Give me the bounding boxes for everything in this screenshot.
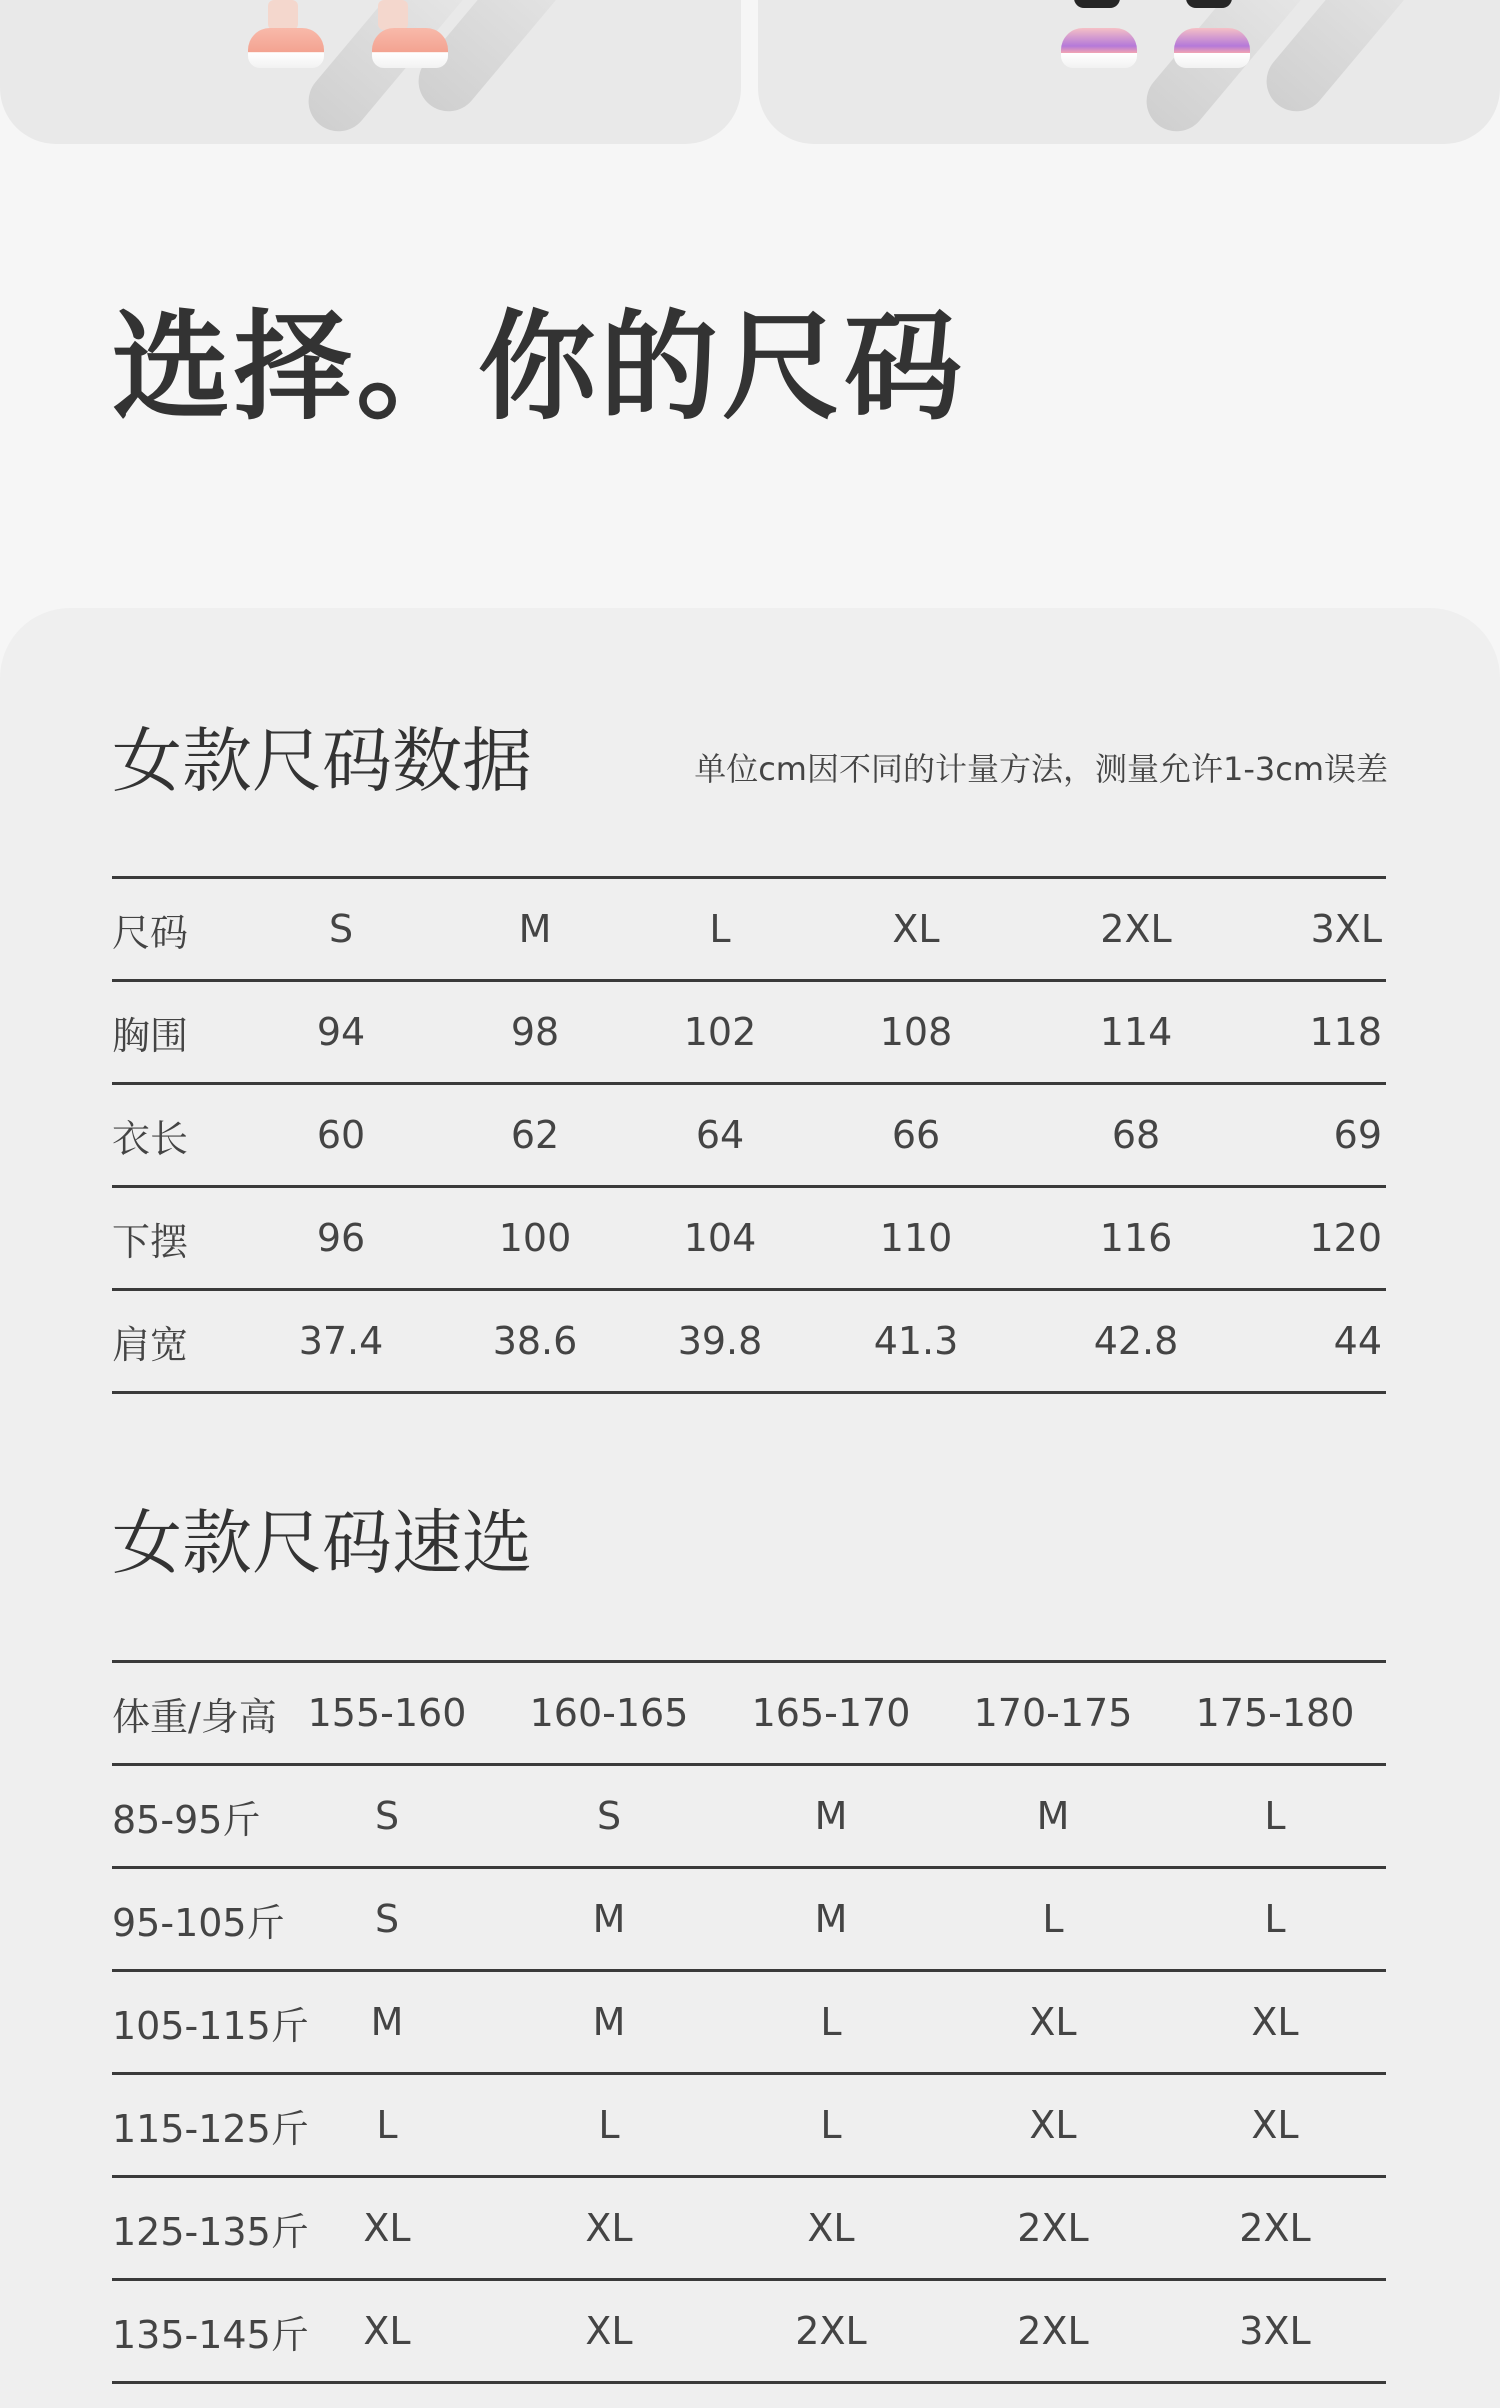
table-row <box>112 1187 1386 1290</box>
table-cell: 114 <box>1036 981 1236 1084</box>
table-row <box>112 1971 1386 2074</box>
quick-select-table <box>112 1660 1386 2384</box>
table-cell: 41.3 <box>796 1290 1036 1393</box>
table-cell: S <box>276 1868 498 1971</box>
table-header-row <box>112 1662 1386 1765</box>
table-cell: M <box>276 1971 498 2074</box>
table-cell: M <box>498 1971 720 2074</box>
table-cell: 98 <box>426 981 644 1084</box>
table-cell: XL <box>498 2280 720 2383</box>
header-cell: 165-170 <box>720 1662 942 1765</box>
row-label: 95-105斤 <box>112 1868 276 1971</box>
header-cell: 体重/身高 <box>112 1662 276 1765</box>
row-label: 135-145斤 <box>112 2280 276 2383</box>
table-cell: XL <box>720 2177 942 2280</box>
table-cell: 120 <box>1236 1187 1386 1290</box>
row-label: 105-115斤 <box>112 1971 276 2074</box>
row-label: 115-125斤 <box>112 2074 276 2177</box>
table-cell: XL <box>276 2177 498 2280</box>
table-cell: 108 <box>796 981 1036 1084</box>
table-cell: 2XL <box>1164 2177 1386 2280</box>
ankle <box>378 0 408 30</box>
row-label: 衣长 <box>112 1084 256 1187</box>
row-label: 胸围 <box>112 981 256 1084</box>
product-photo-purple-shoes <box>758 0 1500 144</box>
header-cell: XL <box>796 878 1036 981</box>
table-cell: S <box>276 1765 498 1868</box>
table-cell: M <box>720 1868 942 1971</box>
table-cell: 94 <box>256 981 426 1084</box>
table-row <box>112 1084 1386 1187</box>
table-cell: 2XL <box>942 2280 1164 2383</box>
header-cell: 170-175 <box>942 1662 1164 1765</box>
table-cell: XL <box>498 2177 720 2280</box>
table-cell: 38.6 <box>426 1290 644 1393</box>
table-row <box>112 1868 1386 1971</box>
table-row <box>112 981 1386 1084</box>
table-row <box>112 1765 1386 1868</box>
table-cell: S <box>498 1765 720 1868</box>
table-cell: 64 <box>644 1084 796 1187</box>
table-cell: 102 <box>644 981 796 1084</box>
page-title: 选择。你的尺码 <box>112 298 967 436</box>
table-row <box>112 2074 1386 2177</box>
table-cell: L <box>1164 1868 1386 1971</box>
header-cell: M <box>426 878 644 981</box>
header-cell: 2XL <box>1036 878 1236 981</box>
header-cell: 175-180 <box>1164 1662 1386 1765</box>
header-cell: 3XL <box>1236 878 1386 981</box>
table-header-row <box>112 878 1386 981</box>
table-cell: 3XL <box>1164 2280 1386 2383</box>
table-cell: 96 <box>256 1187 426 1290</box>
table-cell: 2XL <box>942 2177 1164 2280</box>
table-cell: M <box>720 1765 942 1868</box>
table-cell: 42.8 <box>1036 1290 1236 1393</box>
table-cell: 44 <box>1236 1290 1386 1393</box>
leg <box>1074 0 1120 8</box>
leg <box>1186 0 1232 8</box>
table-cell: 66 <box>796 1084 1036 1187</box>
measurements-title: 女款尺码数据 <box>112 720 532 802</box>
header-cell: 155-160 <box>276 1662 498 1765</box>
table-cell: 62 <box>426 1084 644 1187</box>
table-cell: 69 <box>1236 1084 1386 1187</box>
right-shoe <box>372 28 448 68</box>
table-cell: 118 <box>1236 981 1386 1084</box>
table-cell: 100 <box>426 1187 644 1290</box>
measurement-table <box>112 876 1386 1394</box>
header-cell: 尺码 <box>112 878 256 981</box>
table-cell: L <box>942 1868 1164 1971</box>
table-cell: L <box>720 1971 942 2074</box>
table-row <box>112 1290 1386 1393</box>
table-cell: L <box>276 2074 498 2177</box>
row-label: 肩宽 <box>112 1290 256 1393</box>
table-cell: 37.4 <box>256 1290 426 1393</box>
table-cell: 2XL <box>720 2280 942 2383</box>
row-label: 125-135斤 <box>112 2177 276 2280</box>
table-cell: XL <box>276 2280 498 2383</box>
table-cell: XL <box>942 1971 1164 2074</box>
quick-select-title: 女款尺码速选 <box>112 1502 532 1584</box>
table-cell: L <box>720 2074 942 2177</box>
table-cell: 39.8 <box>644 1290 796 1393</box>
table-cell: XL <box>1164 2074 1386 2177</box>
table-cell: XL <box>942 2074 1164 2177</box>
measurement-note: 单位cm因不同的计量方法，测量允许1-3cm误差 <box>694 750 1388 788</box>
left-shoe <box>1061 28 1137 68</box>
left-shoe <box>248 28 324 68</box>
table-cell: 60 <box>256 1084 426 1187</box>
header-cell: 160-165 <box>498 1662 720 1765</box>
table-cell: XL <box>1164 1971 1386 2074</box>
table-cell: 110 <box>796 1187 1036 1290</box>
header-cell: S <box>256 878 426 981</box>
row-label: 85-95斤 <box>112 1765 276 1868</box>
right-shoe <box>1174 28 1250 68</box>
ankle <box>268 0 298 30</box>
table-cell: 116 <box>1036 1187 1236 1290</box>
table-cell: 104 <box>644 1187 796 1290</box>
table-cell: M <box>498 1868 720 1971</box>
table-row <box>112 2177 1386 2280</box>
product-photo-pink-shoes <box>0 0 741 144</box>
table-cell: L <box>498 2074 720 2177</box>
row-label: 下摆 <box>112 1187 256 1290</box>
header-cell: L <box>644 878 796 981</box>
table-row <box>112 2280 1386 2383</box>
table-cell: 68 <box>1036 1084 1236 1187</box>
table-cell: M <box>942 1765 1164 1868</box>
table-cell: L <box>1164 1765 1386 1868</box>
